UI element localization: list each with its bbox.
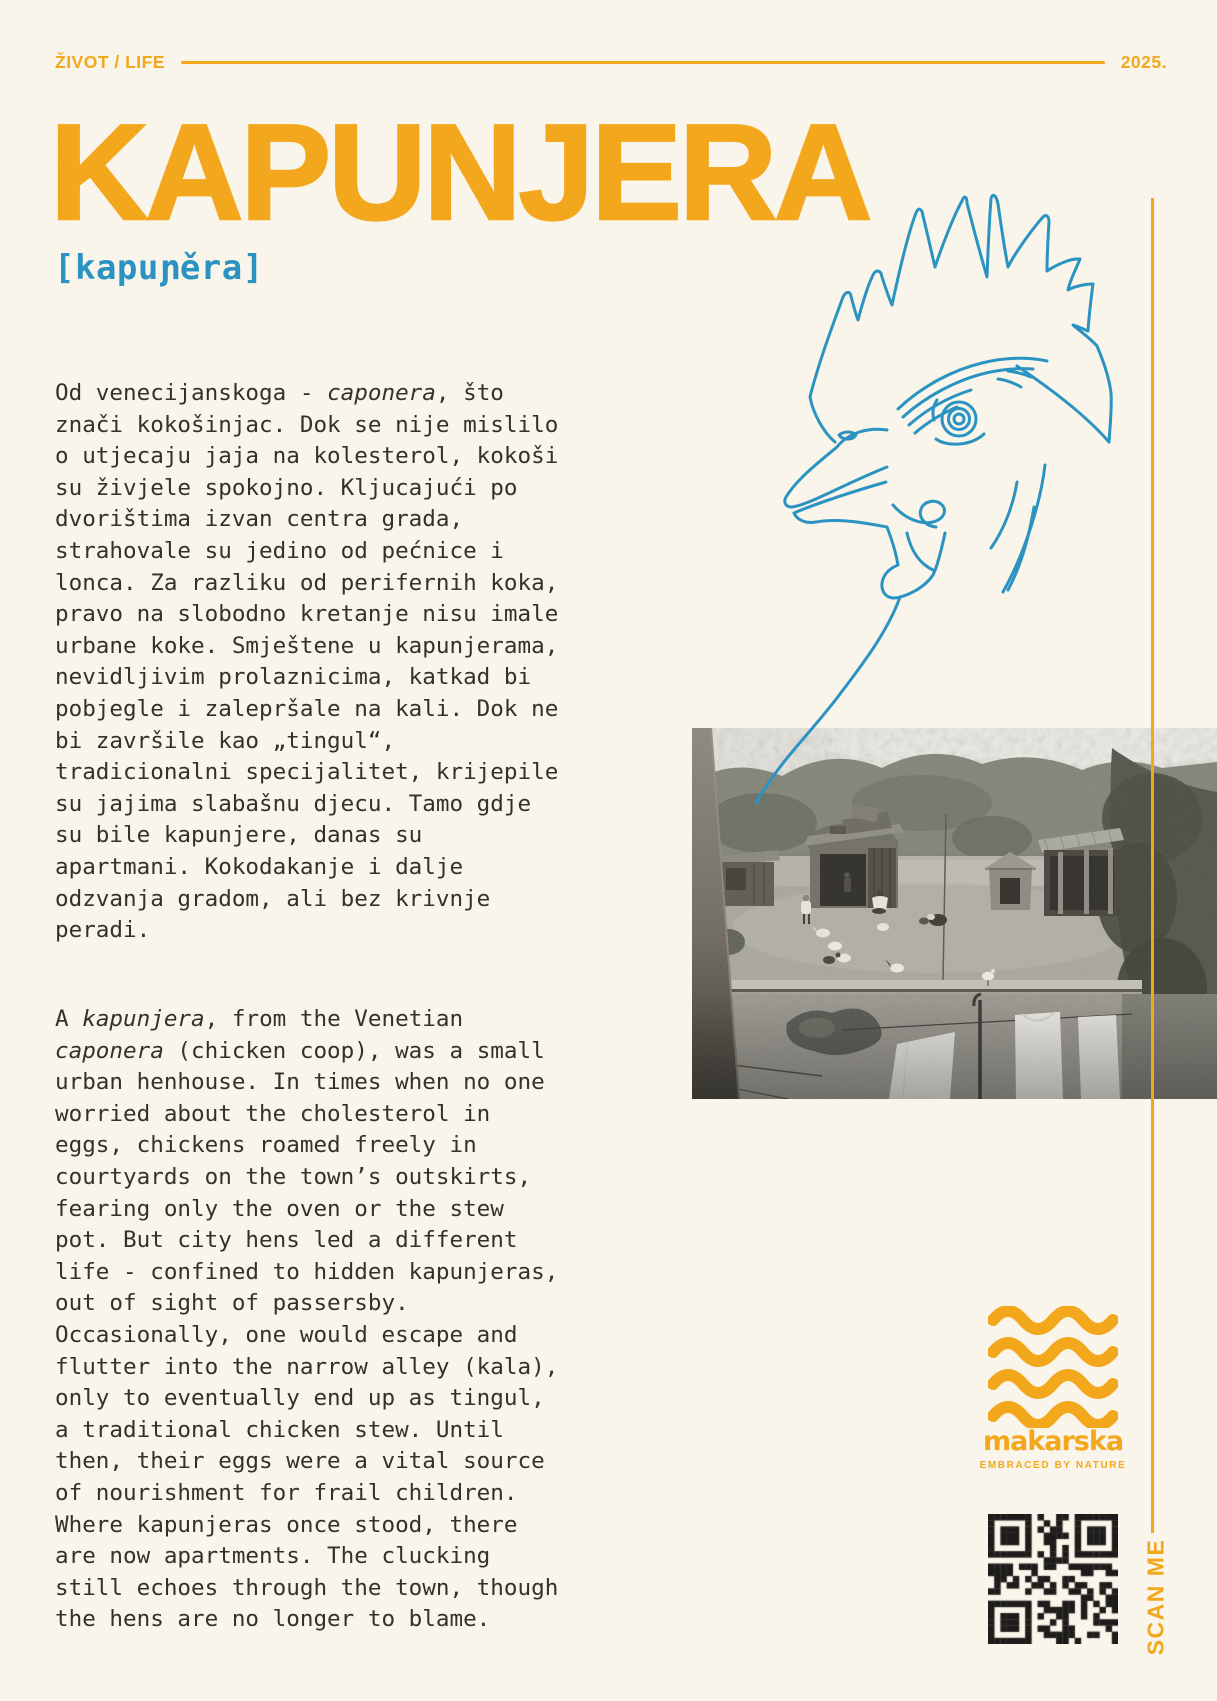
english-paragraph: A kapunjera, from the Venetian caponera (chicken coop), was a small urban henhouse. In times when no one worried about the cholesterol in eggs, chickens roamed freely in courtyards on the town’s outskirts, fearing only the oven or the stew pot. But city hens led a different life - confined to hidden kapunjeras, out of sight of passersby. Occasionally, one would escape and flutter into the narrow alley (kala), only to eventually end up as tingul, a traditional chicken stew. Until then, their eggs were a vital source of nourishment for frail children. Where kapunjeras once stood, there are now apartments. The clucking still echoes through the town, though the hens are no longer to blame. (55, 1006, 559, 1633)
vertical-accent-line (1151, 198, 1154, 1533)
rooster-line-drawing-icon (690, 185, 1130, 815)
scan-me-label: SCAN ME (1142, 1538, 1169, 1656)
logo-tagline: EMBRACED BY NATURE (979, 1460, 1127, 1471)
croatian-paragraph: Od venecijanskoga - caponera, što znači kokošinjac. Dok se nije mislilo o utjecaju jaja na kolesterol, kokoši su živjele spokojno. Kljucajući po dvorištima izvan centra grada, strahovale su jedino od pećnice i lonca. Za razliku od perifernih koka, pravo na slobodno kretanje nisu imale urbane koke. Smještene u kapunjerama, nevidljivim prolaznicima, katkad bi pobjegle i zalepršale na kali. Dok ne bi završile kao „tingul“, tradicionalni specijalitet, krijepile su jajima slabašnu djecu. Tamo gdje su bile kapunjere, danas su apartmani. Kokodakanje i dalje odzvanja gradom, ali bez krivnje peradi. (55, 380, 559, 944)
header-section-label: ŽIVOT / LIFE (55, 52, 166, 72)
qr-code (988, 1514, 1118, 1644)
header (55, 52, 1167, 73)
header-year-label: 2025. (1120, 52, 1167, 72)
header-rule (181, 61, 1105, 64)
makarska-waves-icon (988, 1306, 1118, 1428)
page-title: KAPUNJERA (50, 96, 870, 248)
logo-wordmark: makarska (982, 1426, 1124, 1457)
pronunciation-label: [kapuɲěra] (54, 248, 264, 288)
